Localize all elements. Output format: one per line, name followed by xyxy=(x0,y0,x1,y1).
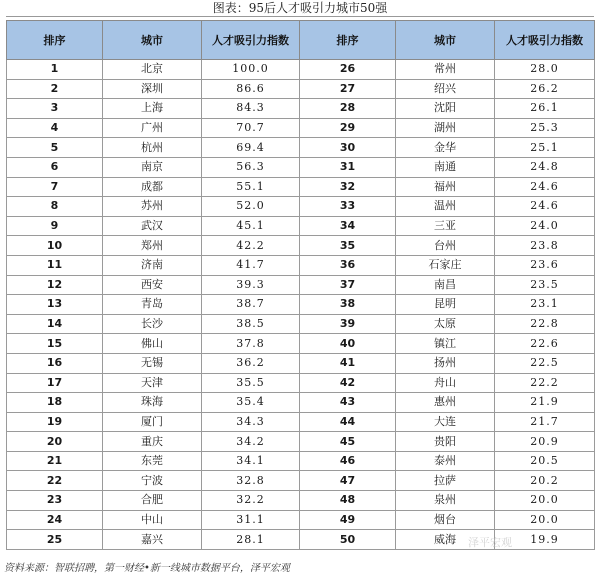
score-cell: 21.9 xyxy=(495,393,595,413)
city-cell: 温州 xyxy=(396,197,495,217)
rank-cell: 3 xyxy=(7,99,103,119)
table-row xyxy=(7,60,595,80)
score-cell: 35.4 xyxy=(202,393,300,413)
city-cell: 太原 xyxy=(396,314,495,334)
city-cell: 长沙 xyxy=(103,314,202,334)
table-row xyxy=(7,334,595,354)
city-cell: 大连 xyxy=(396,412,495,432)
city-cell: 北京 xyxy=(103,60,202,80)
rank-cell: 14 xyxy=(7,314,103,334)
table-row xyxy=(7,432,595,452)
source-note: 资料来源：智联招聘，第一财经•新一线城市数据平台，泽平宏观 xyxy=(4,563,290,574)
rank-cell: 22 xyxy=(7,471,103,491)
score-cell: 31.1 xyxy=(202,510,300,530)
header-city-left: 城市 xyxy=(103,21,202,60)
header-rank-left: 排序 xyxy=(7,21,103,60)
rank-cell: 16 xyxy=(7,353,103,373)
city-cell: 台州 xyxy=(396,236,495,256)
rank-cell: 1 xyxy=(7,60,103,80)
caption-divider xyxy=(6,16,594,17)
score-cell: 20.0 xyxy=(495,491,595,511)
rank-cell: 45 xyxy=(300,432,396,452)
header-rank-right: 排序 xyxy=(300,21,396,60)
city-cell: 南京 xyxy=(103,157,202,177)
city-cell: 宁波 xyxy=(103,471,202,491)
city-cell: 天津 xyxy=(103,373,202,393)
table-row xyxy=(7,177,595,197)
city-cell: 西安 xyxy=(103,275,202,295)
city-cell: 郑州 xyxy=(103,236,202,256)
score-cell: 38.5 xyxy=(202,314,300,334)
table-row xyxy=(7,471,595,491)
score-cell: 100.0 xyxy=(202,60,300,80)
score-cell: 35.5 xyxy=(202,373,300,393)
city-cell: 无锡 xyxy=(103,353,202,373)
score-cell: 23.5 xyxy=(495,275,595,295)
rank-cell: 37 xyxy=(300,275,396,295)
score-cell: 45.1 xyxy=(202,216,300,236)
score-cell: 38.7 xyxy=(202,295,300,315)
score-cell: 23.1 xyxy=(495,295,595,315)
table-row xyxy=(7,275,595,295)
city-cell: 石家庄 xyxy=(396,255,495,275)
rank-cell: 17 xyxy=(7,373,103,393)
city-cell: 东莞 xyxy=(103,451,202,471)
score-cell: 37.8 xyxy=(202,334,300,354)
city-cell: 金华 xyxy=(396,138,495,158)
city-cell: 中山 xyxy=(103,510,202,530)
header-score-right: 人才吸引力指数 xyxy=(495,21,595,60)
rank-cell: 30 xyxy=(300,138,396,158)
city-cell: 成都 xyxy=(103,177,202,197)
score-cell: 20.2 xyxy=(495,471,595,491)
table-row xyxy=(7,255,595,275)
city-cell: 嘉兴 xyxy=(103,530,202,550)
table-row xyxy=(7,314,595,334)
city-cell: 三亚 xyxy=(396,216,495,236)
city-cell: 济南 xyxy=(103,255,202,275)
city-cell: 威海 xyxy=(396,530,495,550)
score-cell: 22.8 xyxy=(495,314,595,334)
city-cell: 合肥 xyxy=(103,491,202,511)
rank-cell: 21 xyxy=(7,451,103,471)
city-cell: 沈阳 xyxy=(396,99,495,119)
city-cell: 南昌 xyxy=(396,275,495,295)
score-cell: 22.6 xyxy=(495,334,595,354)
rank-cell: 27 xyxy=(300,79,396,99)
city-cell: 舟山 xyxy=(396,373,495,393)
city-cell: 常州 xyxy=(396,60,495,80)
score-cell: 23.6 xyxy=(495,255,595,275)
score-cell: 28.1 xyxy=(202,530,300,550)
score-cell: 20.5 xyxy=(495,451,595,471)
rank-cell: 7 xyxy=(7,177,103,197)
score-cell: 24.0 xyxy=(495,216,595,236)
score-cell: 34.1 xyxy=(202,451,300,471)
score-cell: 25.3 xyxy=(495,118,595,138)
city-cell: 重庆 xyxy=(103,432,202,452)
city-cell: 惠州 xyxy=(396,393,495,413)
score-cell: 25.1 xyxy=(495,138,595,158)
rank-cell: 33 xyxy=(300,197,396,217)
score-cell: 32.8 xyxy=(202,471,300,491)
table-row xyxy=(7,353,595,373)
table-row xyxy=(7,393,595,413)
score-cell: 21.7 xyxy=(495,412,595,432)
rank-cell: 38 xyxy=(300,295,396,315)
score-cell: 84.3 xyxy=(202,99,300,119)
city-cell: 苏州 xyxy=(103,197,202,217)
score-cell: 34.2 xyxy=(202,432,300,452)
rank-cell: 44 xyxy=(300,412,396,432)
rank-cell: 23 xyxy=(7,491,103,511)
rank-cell: 5 xyxy=(7,138,103,158)
city-cell: 贵阳 xyxy=(396,432,495,452)
rank-cell: 11 xyxy=(7,255,103,275)
rank-cell: 42 xyxy=(300,373,396,393)
table-row xyxy=(7,118,595,138)
table-row xyxy=(7,491,595,511)
rank-cell: 49 xyxy=(300,510,396,530)
rank-cell: 50 xyxy=(300,530,396,550)
rank-cell: 32 xyxy=(300,177,396,197)
score-cell: 36.2 xyxy=(202,353,300,373)
score-cell: 39.3 xyxy=(202,275,300,295)
rank-cell: 26 xyxy=(300,60,396,80)
header-city-right: 城市 xyxy=(396,21,495,60)
score-cell: 41.7 xyxy=(202,255,300,275)
score-cell: 22.2 xyxy=(495,373,595,393)
city-cell: 南通 xyxy=(396,157,495,177)
rank-cell: 31 xyxy=(300,157,396,177)
rank-cell: 39 xyxy=(300,314,396,334)
table-row xyxy=(7,197,595,217)
rank-cell: 35 xyxy=(300,236,396,256)
rank-cell: 48 xyxy=(300,491,396,511)
score-cell: 20.0 xyxy=(495,510,595,530)
header-score-left: 人才吸引力指数 xyxy=(202,21,300,60)
rank-cell: 29 xyxy=(300,118,396,138)
rank-cell: 46 xyxy=(300,451,396,471)
city-cell: 扬州 xyxy=(396,353,495,373)
table-row xyxy=(7,412,595,432)
city-cell: 拉萨 xyxy=(396,471,495,491)
table-row xyxy=(7,510,595,530)
rank-cell: 19 xyxy=(7,412,103,432)
rank-cell: 41 xyxy=(300,353,396,373)
rank-cell: 18 xyxy=(7,393,103,413)
score-cell: 22.5 xyxy=(495,353,595,373)
city-cell: 厦门 xyxy=(103,412,202,432)
city-cell: 珠海 xyxy=(103,393,202,413)
city-cell: 青岛 xyxy=(103,295,202,315)
score-cell: 56.3 xyxy=(202,157,300,177)
table-row xyxy=(7,373,595,393)
rank-cell: 28 xyxy=(300,99,396,119)
rank-cell: 36 xyxy=(300,255,396,275)
rank-cell: 6 xyxy=(7,157,103,177)
score-cell: 19.9 xyxy=(495,530,595,550)
score-cell: 32.2 xyxy=(202,491,300,511)
table-body xyxy=(7,60,595,550)
score-cell: 52.0 xyxy=(202,197,300,217)
rank-cell: 12 xyxy=(7,275,103,295)
table-row xyxy=(7,236,595,256)
ranking-table xyxy=(6,20,595,550)
table-row xyxy=(7,138,595,158)
score-cell: 42.2 xyxy=(202,236,300,256)
score-cell: 24.6 xyxy=(495,177,595,197)
rank-cell: 34 xyxy=(300,216,396,236)
table-header-row xyxy=(7,21,595,60)
city-cell: 泰州 xyxy=(396,451,495,471)
city-cell: 深圳 xyxy=(103,79,202,99)
score-cell: 34.3 xyxy=(202,412,300,432)
city-cell: 广州 xyxy=(103,118,202,138)
score-cell: 26.2 xyxy=(495,79,595,99)
rank-cell: 9 xyxy=(7,216,103,236)
city-cell: 上海 xyxy=(103,99,202,119)
rank-cell: 2 xyxy=(7,79,103,99)
score-cell: 70.7 xyxy=(202,118,300,138)
table-row xyxy=(7,99,595,119)
score-cell: 86.6 xyxy=(202,79,300,99)
city-cell: 湖州 xyxy=(396,118,495,138)
score-cell: 24.6 xyxy=(495,197,595,217)
city-cell: 泉州 xyxy=(396,491,495,511)
rank-cell: 8 xyxy=(7,197,103,217)
rank-cell: 13 xyxy=(7,295,103,315)
rank-cell: 40 xyxy=(300,334,396,354)
score-cell: 26.1 xyxy=(495,99,595,119)
city-cell: 武汉 xyxy=(103,216,202,236)
watermark: 泽平宏观 xyxy=(468,536,512,549)
city-cell: 镇江 xyxy=(396,334,495,354)
score-cell: 24.8 xyxy=(495,157,595,177)
score-cell: 28.0 xyxy=(495,60,595,80)
city-cell: 福州 xyxy=(396,177,495,197)
table-row xyxy=(7,451,595,471)
city-cell: 烟台 xyxy=(396,510,495,530)
rank-cell: 24 xyxy=(7,510,103,530)
table-caption: 图表：95后人才吸引力城市50强 xyxy=(212,1,388,15)
rank-cell: 4 xyxy=(7,118,103,138)
table-row xyxy=(7,295,595,315)
city-cell: 佛山 xyxy=(103,334,202,354)
score-cell: 23.8 xyxy=(495,236,595,256)
score-cell: 69.4 xyxy=(202,138,300,158)
rank-cell: 15 xyxy=(7,334,103,354)
score-cell: 20.9 xyxy=(495,432,595,452)
table-row xyxy=(7,216,595,236)
rank-cell: 25 xyxy=(7,530,103,550)
rank-cell: 43 xyxy=(300,393,396,413)
city-cell: 绍兴 xyxy=(396,79,495,99)
rank-cell: 10 xyxy=(7,236,103,256)
rank-cell: 47 xyxy=(300,471,396,491)
city-cell: 杭州 xyxy=(103,138,202,158)
table-row xyxy=(7,157,595,177)
city-cell: 昆明 xyxy=(396,295,495,315)
score-cell: 55.1 xyxy=(202,177,300,197)
table-row xyxy=(7,79,595,99)
rank-cell: 20 xyxy=(7,432,103,452)
